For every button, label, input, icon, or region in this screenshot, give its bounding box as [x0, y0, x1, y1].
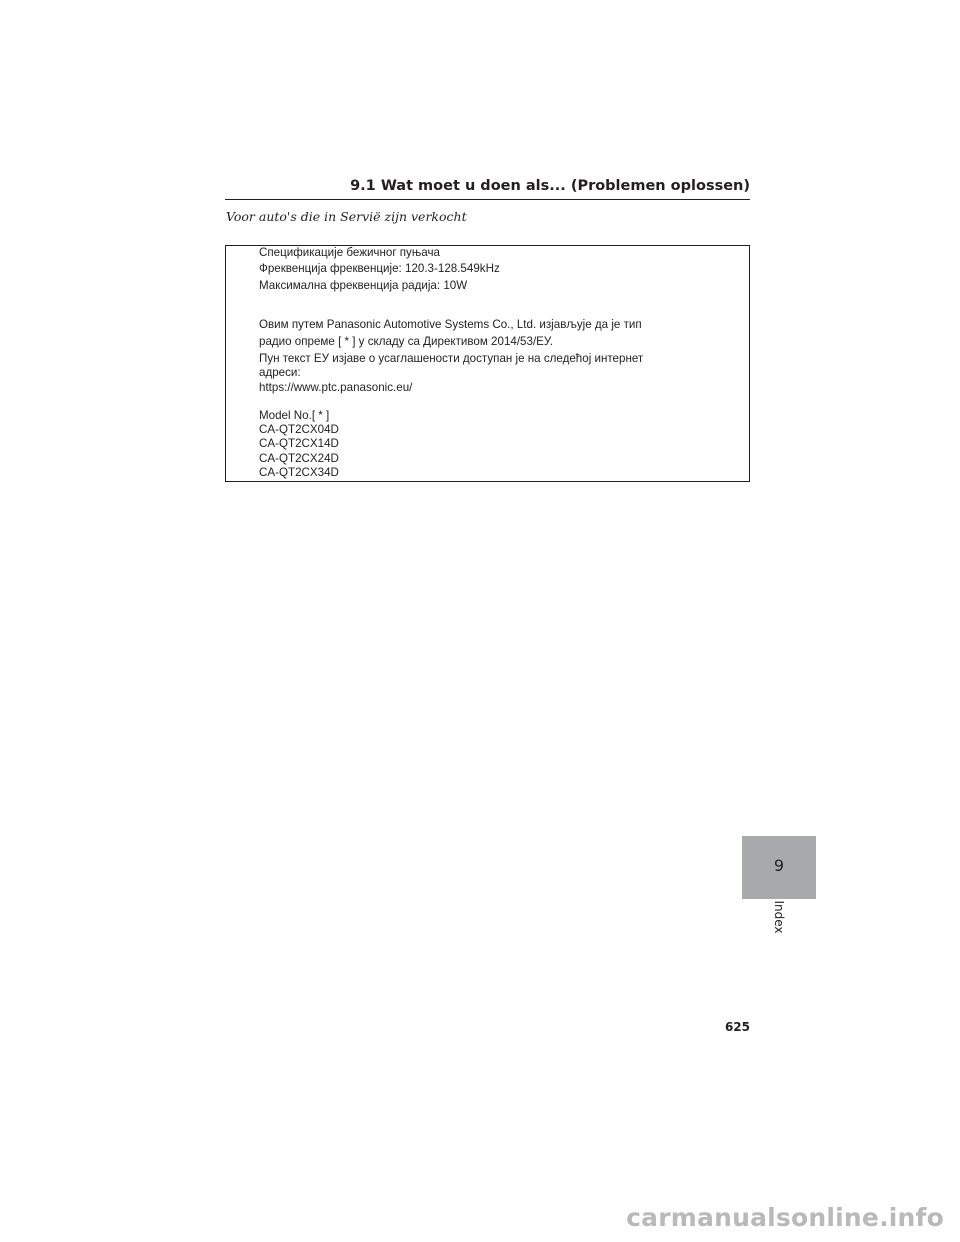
- notice-line-frequency: Фреквенција фреквенције: 120.3-128.549kHz: [259, 262, 500, 275]
- notice-line-url: https://www.ptc.panasonic.eu/: [259, 381, 413, 394]
- page-number: 625: [724, 1020, 750, 1034]
- notice-line-model-no: Model No.[ * ]: [259, 409, 330, 422]
- chapter-tab: [742, 836, 816, 899]
- notice-line-full-text-2: адреси:: [259, 366, 301, 379]
- notice-line-model-3: CA-QT2CX24D: [259, 452, 339, 465]
- chapter-number: 9: [773, 856, 785, 875]
- notice-line-model-1: CA-QT2CX04D: [259, 423, 339, 436]
- notice-line-max-power: Максимална фреквенција радија: 10W: [259, 279, 468, 292]
- notice-box: [225, 245, 750, 482]
- chapter-tab-label: Index: [772, 900, 786, 934]
- section-title: 9.1 Wat moet u doen als... (Problemen oplossen): [350, 178, 750, 194]
- notice-line-declaration-1: Овим путем Panasonic Automotive Systems Co., Ltd. изјављује да је тип: [259, 318, 642, 331]
- notice-line-model-4: CA-QT2CX34D: [259, 466, 339, 479]
- notice-line-model-2: CA-QT2CX14D: [259, 437, 339, 450]
- header-divider: [225, 199, 750, 200]
- notice-line-declaration-2: радио опреме [ * ] у складу са Директивом 2014/53/ЕУ.: [259, 335, 553, 348]
- notice-line-spec-title: Спецификације бежичног пуњача: [259, 246, 440, 259]
- watermark: carmanualsonline.info: [626, 1203, 944, 1232]
- notice-line-full-text-1: Пун текст ЕУ изјаве о усаглашености доступан је на следећој интернет: [259, 352, 644, 365]
- subheading: Voor auto's die in Servië zijn verkocht: [226, 209, 467, 224]
